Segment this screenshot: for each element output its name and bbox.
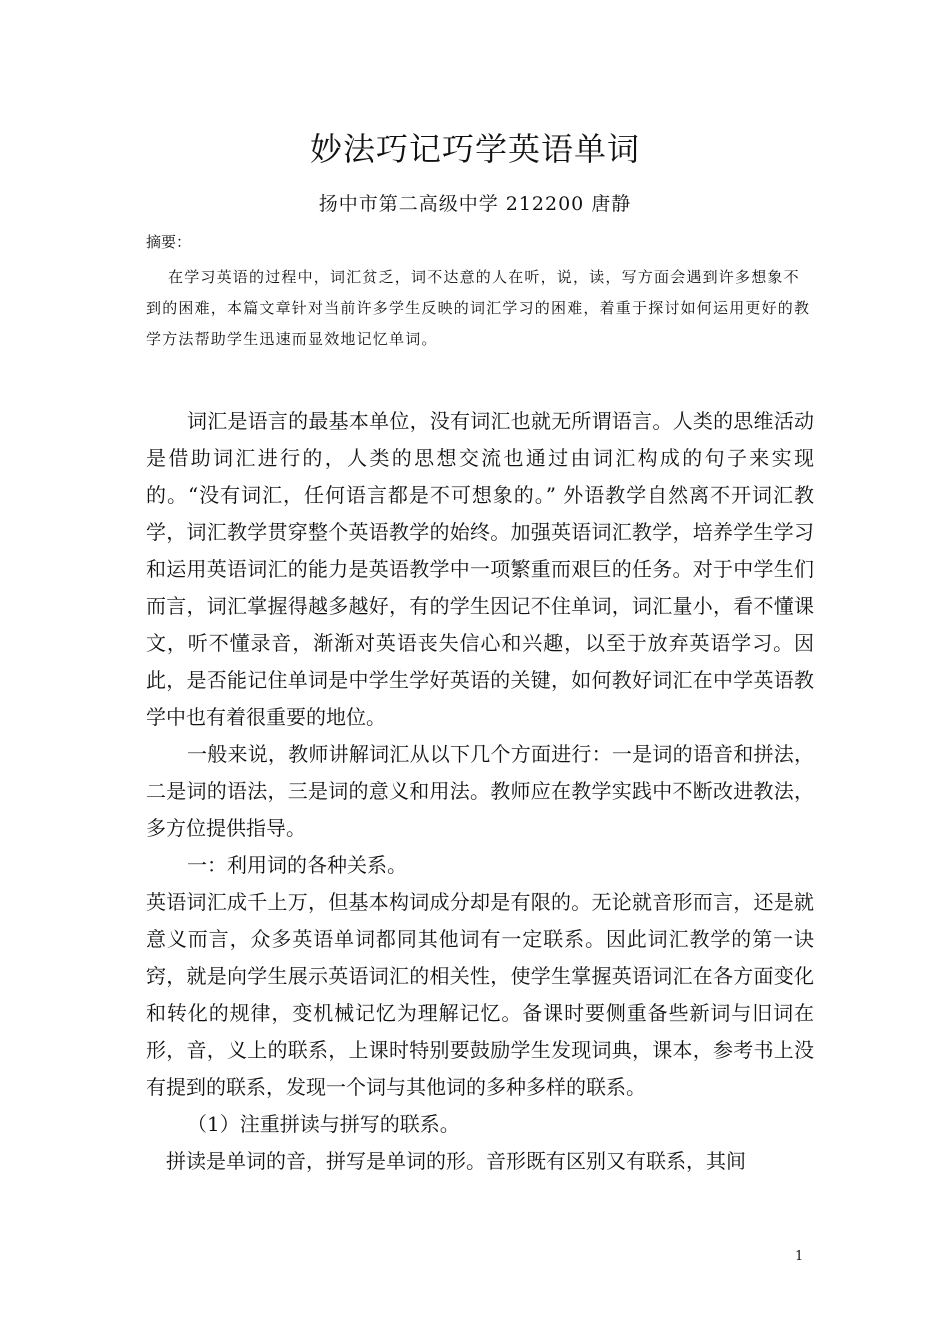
section-heading: 一：利用词的各种关系。 (187, 853, 407, 877)
document-title: 妙法巧记巧学英语单词 (309, 130, 640, 168)
page-number: 1 (795, 1249, 804, 1264)
subsection-heading: （1）注重拼读与拼写的联系。 (187, 1112, 460, 1136)
author-line: 扬中市第二高级中学 212200 唐静 (318, 193, 632, 215)
body-paragraph: 一般来说，教师讲解词汇从以下几个方面进行：一是词的语音和拼法，二是词的语法，三是词的意义和用法。教师应在教学实践中不断改进教法，多方位提供指导。 (146, 742, 814, 840)
body-paragraph: 拼读是单词的音，拼写是单词的形。音形既有区别又有联系，其间 (166, 1149, 746, 1173)
abstract-text: 在学习英语的过程中，词汇贫乏，词不达意的人在听，说，读，写方面会遇到许多想象不到的困难，本篇文章针对当前许多学生反映的词汇学习的困难，着重于探讨如何运用更好的教学方法帮助学生迅速而显效地记忆单词。 (146, 268, 811, 348)
body-paragraph: 英语词汇成千上万，但基本构词成分却是有限的。无论就音形而言，还是就意义而言，众多英语单词都同其他词有一定联系。因此词汇教学的第一诀窍，就是向学生展示英语词汇的相关性，使学生掌握英语词汇在各方面变化和转化的规律，变机械记忆为理解记忆。备课时要侧重备些新词与旧词在形，音，义上的联系，上课时特别要鼓励学生发现词典，课本，参考书上没有提到的联系，发现一个词与其他词的多种多样的联系。 (146, 890, 814, 1099)
body-paragraph: 词汇是语言的最基本单位，没有词汇也就无所谓语言。人类的思维活动是借助词汇进行的，人类的思想交流也通过由词汇构成的句子来实现的。“没有词汇，任何语言都是不可想象的。” 外语教学自然离不开词汇教学，词汇教学贯穿整个英语教学的始终。加强英语词汇教学，培养学生学习和运用英语词汇的能力是英语教学中一项繁重而艰巨的任务。对于中学生们而言，词汇掌握得越多越好，有的学生因记不住单词，词汇量小，看不懂课文，听不懂录音，渐渐对英语丧失信心和兴趣，以至于放弃英语学习。因此，是否能记住单词是中学生学好英语的关键，如何教好词汇在中学英语教学中也有着很重要的地位。 (146, 409, 814, 729)
document-body (146, 403, 814, 1180)
abstract-label: 摘要： (146, 233, 192, 251)
